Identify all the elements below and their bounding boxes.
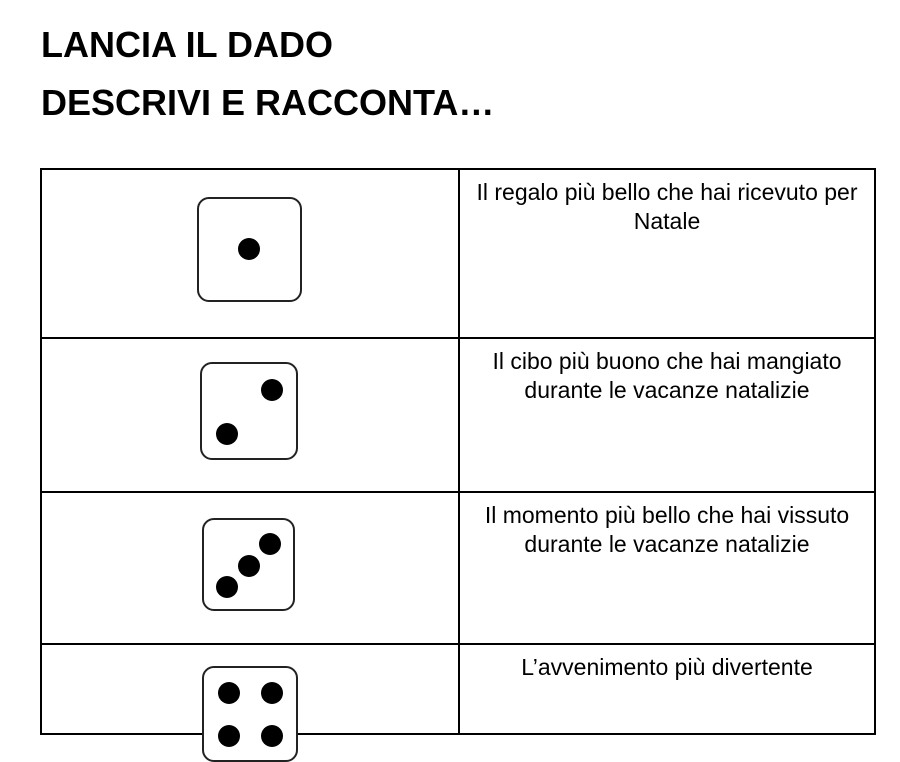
die-pip: [261, 682, 283, 704]
die-pip: [216, 423, 238, 445]
table-row: [41, 169, 875, 338]
die-pip: [259, 533, 281, 555]
die-pip: [238, 555, 260, 577]
die-face-2-icon: [200, 362, 298, 460]
prompt-text: L’avvenimento più divertente: [459, 644, 875, 734]
dice-cell: [41, 169, 459, 338]
page-title-line-1: LANCIA IL DADO: [41, 24, 333, 65]
die-pip: [261, 379, 283, 401]
die-pip: [238, 238, 260, 260]
table-row: [41, 338, 875, 492]
die-pip: [216, 576, 238, 598]
table-row: [41, 644, 875, 734]
prompt-text: Il cibo più buono che hai mangiato durante le vacanze natalizie: [459, 338, 875, 492]
prompt-text: Il momento più bello che hai vissuto durante le vacanze natalizie: [459, 492, 875, 644]
dice-prompt-table: [40, 168, 876, 735]
dice-cell: [41, 492, 459, 644]
dice-cell: [41, 338, 459, 492]
die-face-1-icon: [197, 197, 302, 302]
die-face-3-icon: [202, 518, 295, 611]
die-face-4-icon: [202, 666, 298, 762]
prompt-text: Il regalo più bello che hai ricevuto per Natale: [459, 169, 875, 338]
page-title-line-2: DESCRIVI E RACCONTA…: [41, 82, 495, 123]
die-pip: [261, 725, 283, 747]
dice-cell: [41, 644, 459, 734]
table-row: [41, 492, 875, 644]
die-pip: [218, 682, 240, 704]
die-pip: [218, 725, 240, 747]
